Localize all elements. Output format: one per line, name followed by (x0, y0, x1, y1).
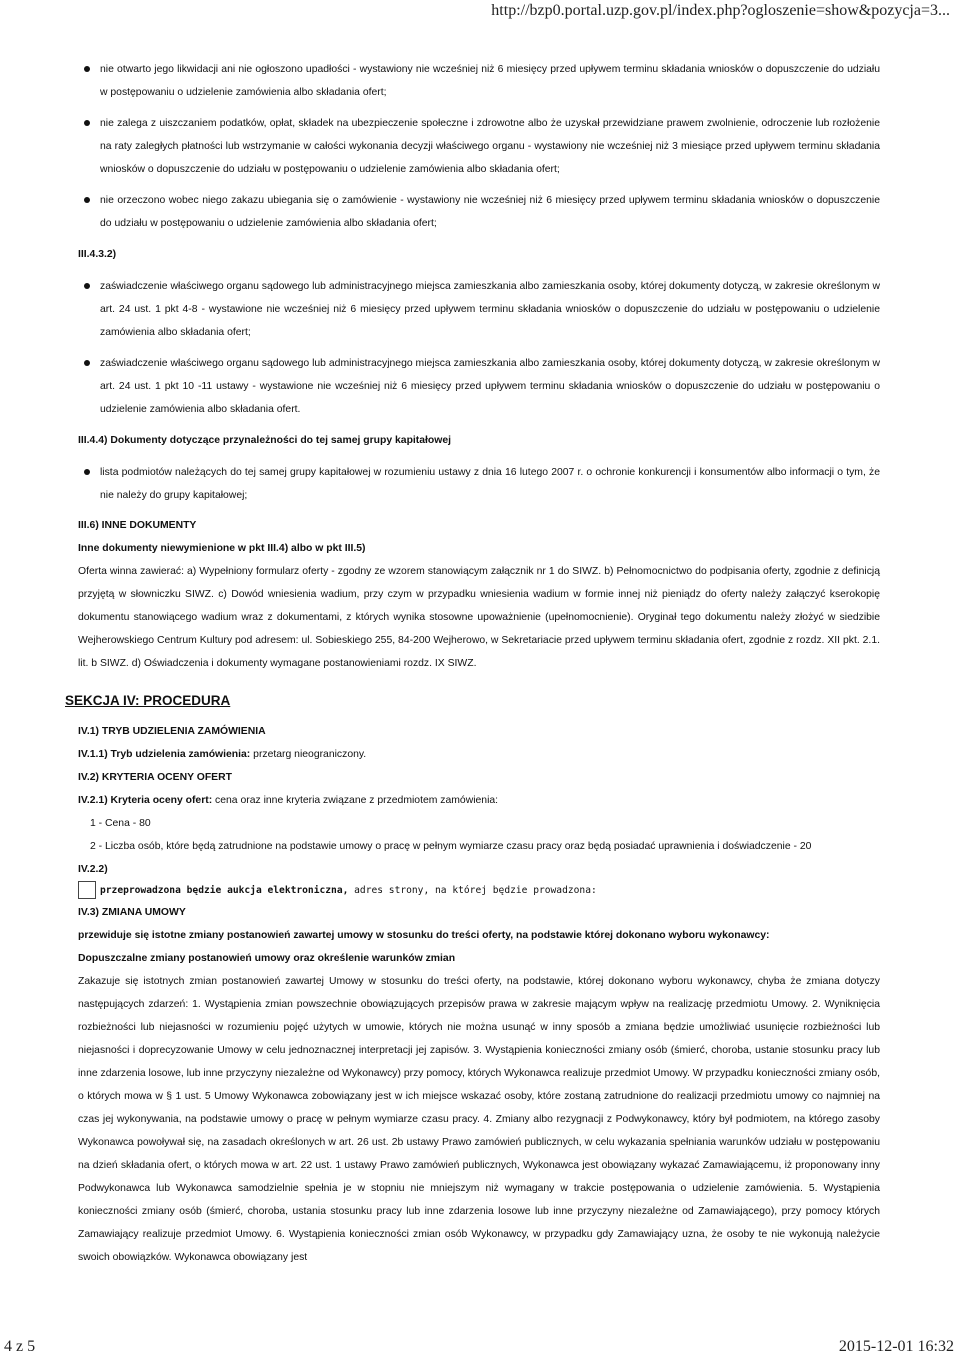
heading-iv-2: IV.2) KRYTERIA OCENY OFERT (78, 772, 232, 783)
bullet-icon (84, 469, 90, 475)
heading-iv-2-2: IV.2.2) (78, 864, 108, 875)
list-item: zaświadczenie właściwego organu sądowego lub administracyjnego miejsca zamieszkania albo zamieszkania osoby, której dokumenty dotyczą, w zakresie określonym w art. 24 ust. 1 pkt 4-8 - wystawione nie wcześniej niż 6 miesięcy przed upływem terminu składania wniosków o dopuszczenie do udziału w postępowaniu o udzielenie zamówienia albo składania ofert; (80, 275, 880, 344)
print-footer-page: 4 z 5 (4, 1338, 36, 1355)
bullet-icon (84, 66, 90, 72)
auction-checkbox[interactable] (78, 881, 96, 899)
auction-note: adres strony, na której będzie prowadzona: (348, 885, 597, 896)
section-heading-iii-4-4: III.4.4) Dokumenty dotyczące przynależności do tej samej grupy kapitałowej (78, 435, 452, 446)
procedure-type (78, 743, 880, 766)
procedure-type-value: przetarg nieograniczony. (250, 749, 367, 760)
print-footer-datetime: 2015-12-01 16:32 (838, 1338, 954, 1355)
contract-change-text: Zakazuje się istotnych zmian postanowień zawartej Umowy w stosunku do treści oferty, na podstawie, której dokonano wyboru wykonawcy, chyba że zmiana dotyczy następujących zdarzeń: 1. Wystąpienia zmian powszechnie obowiązujących przepisów prawa w zakresie mającym wpływ na realizację przedmiotu Umowy. 2. Wyniknięcia rozbieżności lub niejasności w rozumieniu pojęć użytych w umowie, których nie można usunąć w inny sposób a zmiana będzie umożliwiać usunięcie rozbieżności lub niejasności i doprecyzowanie Umowy w celu jednoznacznej interpretacji jej zapisów. 3. Wystąpienia konieczności zmiany osób (śmierć, choroba, ustanie stosunku pracy lub inne zdarzenia losowe, lub inne przyczyny niezależne od Wykonawcy) przy pomocy, których Wykonawca realizuje przedmiot Umowy. W przypadku konieczności zmiany osób, o których mowa w § 1 ust. 5 Umowy Wykonawca zobowiązany jest w ich miejsce wskazać osoby, które zostaną zatrudnione do realizacji przedmiotu umowy co najmniej na czas jej wykonywania, na podstawie umowy o pracę w pełnym wymiarze czasu pracy. 4. Zmiany albo rezygnacji z Podwykonawcy, który był podmiotem, na którego zasoby Wykonawca powoływał się, na zasadach określonych w art. 26 ust. 2b ustawy Prawo zamówień publicznych, w celu wykazania spełniania warunków udziału w postępowaniu na dzień składania ofert, o których mowa w art. 22 ust. 1 ustawy Prawo zamówień publicznych, Wykonawca jest obowiązany wykazać Zamawiającemu, iż proponowany inny Podwykonawca lub Wykonawca samodzielnie spełnia je w stopniu nie mniejszym niż wymagany w trakcie postępowania o udzielenie zamówienia. 5. Wystąpienia konieczności zmiany osób (śmierć, choroba, ustania stosunku pracy lub inne zdarzenia losowe lub inne przyczyny niezależne od Zamawiającego), przy pomocy których Zamawiający realizuje przedmiot Umowy. 6. Wystąpienia konieczności zmian osób Wykonawcy, w przypadku gdy Zamawiający uzna, że osoby te nie wykonują należycie swoich obowiązków. Wykonawca obowiązany jest (78, 976, 880, 1263)
list-item: lista podmiotów należących do tej samej grupy kapitałowej w rozumieniu ustawy z dnia 16 lutego 2007 r. o ochronie konkurencji i konsumentów albo informacji o tym, że nie należy do grupy kapitałowej; (80, 461, 880, 507)
section-heading-iii-4-3-2: III.4.3.2) (78, 249, 117, 260)
document-content (65, 58, 880, 1269)
criterion-item: 1 - Cena - 80 (90, 818, 151, 829)
capital-group-list (80, 461, 880, 507)
auction-label: przeprowadzona będzie aukcja elektroniczna, (100, 885, 349, 896)
requirements-list (80, 58, 880, 235)
list-item: nie orzeczono wobec niego zakazu ubiegania się o zamówienie - wystawiony nie wcześniej niż 6 miesięcy przed upływem terminu składania wniosków o dopuszczenie do udziału w postępowaniu o udzielenie zamówienia albo składania ofert; (80, 189, 880, 235)
evaluation-criteria-label: IV.2.1) Kryteria oceny ofert: (78, 795, 213, 806)
section-heading-iii-6: III.6) INNE DOKUMENTY (78, 520, 197, 531)
list-item: nie zalega z uiszczaniem podatków, opłat, składek na ubezpieczenie społeczne i zdrowotne albo że uzyskał przewidziane prawem zwolnienie, odroczenie lub rozłożenie na raty zaległych płatności lub wstrzymanie w całości wykonania decyzji właściwego organu - wystawiony nie wcześniej niż 3 miesiące przed upływem terminu składania wniosków o dopuszczenie do udziału w postępowaniu o udzielenie zamówienia albo składania ofert; (80, 112, 880, 181)
auction-row (78, 881, 880, 901)
contract-change-subheading: Dopuszczalne zmiany postanowień umowy oraz określenie warunków zmian (78, 953, 456, 964)
section-title-iv: SEKCJA IV: PROCEDURA (65, 693, 231, 708)
bullet-icon (84, 360, 90, 366)
print-header-url: http://bzp0.portal.uzp.gov.pl/index.php?ogloszenie=show&pozycja=3... (491, 2, 950, 19)
heading-iv-1: IV.1) TRYB UDZIELENIA ZAMÓWIENIA (78, 726, 266, 737)
list-item: zaświadczenie właściwego organu sądowego lub administracyjnego miejsca zamieszkania albo zamieszkania osoby, której dokumenty dotyczą, w zakresie określonym w art. 24 ust. 1 pkt 10 -11 ustawy - wystawione nie wcześniej niż 6 miesięcy przed upływem terminu składania wniosków o dopuszczenie do udziału w postępowaniu o udzielenie zamówienia albo składania ofert. (80, 352, 880, 421)
procedure-type-label: IV.1.1) Tryb udzielenia zamówienia: (78, 749, 251, 760)
contract-change-intro: przewiduje się istotne zmiany postanowień zawartej umowy w stosunku do treści oferty, na podstawie której dokonano wyboru wykonawcy: (78, 930, 770, 941)
bullet-icon (84, 283, 90, 289)
heading-iv-3: IV.3) ZMIANA UMOWY (78, 907, 186, 918)
evaluation-criteria (78, 789, 880, 812)
evaluation-criteria-value: cena oraz inne kryteria związane z przedmiotem zamówienia: (212, 795, 499, 806)
bullet-icon (84, 120, 90, 126)
certificates-list (80, 275, 880, 421)
list-item: nie otwarto jego likwidacji ani nie ogłoszono upadłości - wystawiony nie wcześniej niż 6 miesięcy przed upływem terminu składania wniosków o dopuszczenie do udziału w postępowaniu o udzielenie zamówienia albo składania ofert; (80, 58, 880, 104)
bullet-icon (84, 197, 90, 203)
section-subheading-iii-6: Inne dokumenty niewymienione w pkt III.4) albo w pkt III.5) (78, 543, 366, 554)
criterion-item: 2 - Liczba osób, które będą zatrudnione na podstawie umowy o pracę w pełnym wymiarze czasu pracy oraz będą posiadać uprawnienia i doświadczenie - 20 (90, 841, 812, 852)
other-documents-text: Oferta winna zawierać: a) Wypełniony formularz oferty - zgodny ze wzorem stanowiącym załącznik nr 1 do SIWZ. b) Pełnomocnictwo do podpisania oferty, zgodnie z definicją przyjętą w słowniczku SIWZ. c) Dowód wniesienia wadium, przy czym w przypadku wniesienia wadium w formie innej niż pieniądz do oferty należy załączyć kserokopię dokumentu stanowiącego wadium wraz z dokumentami, z których wynika stosowne upoważnienie (upełnomocnienie). Oryginał tego dokumentu należy złożyć w siedzibie Wejherowskiego Centrum Kultury pod adresem: ul. Sobieskiego 255, 84-200 Wejherowo, w Sekretariacie przed upływem terminu składania ofert, zgodnie z rozdz. XII pkt. 2.1. lit. b SIWZ. d) Oświadczenia i dokumenty wymagane postanowieniami rozdz. IX SIWZ. (78, 566, 880, 669)
